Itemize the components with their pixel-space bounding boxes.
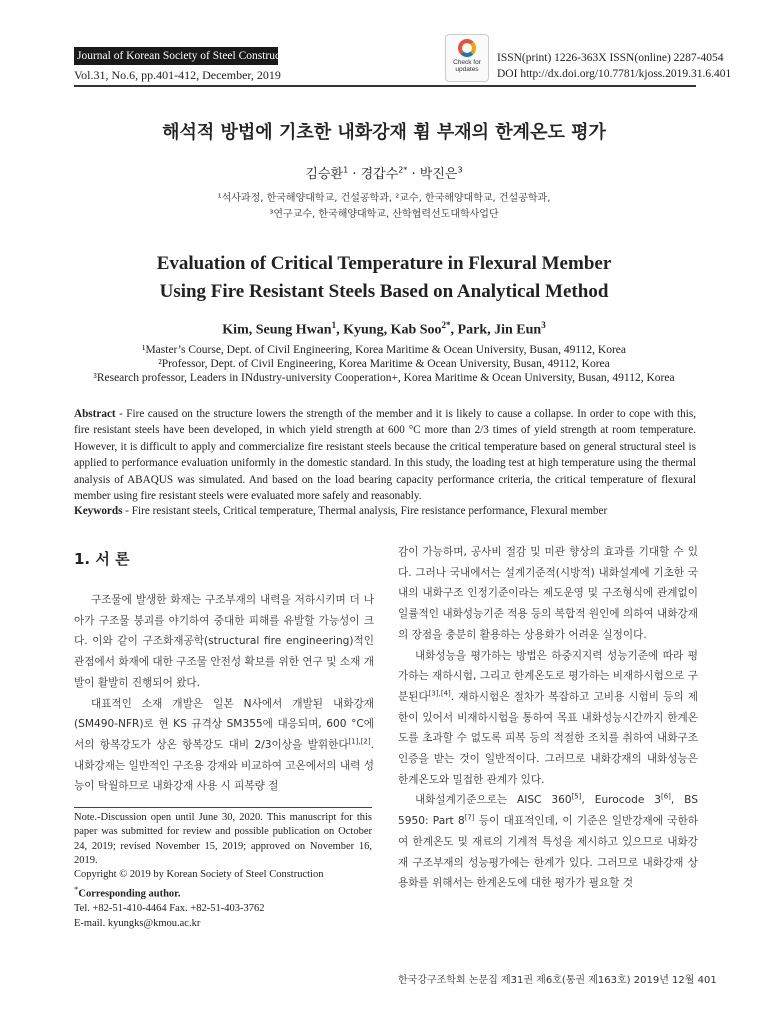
title-english-line-2: Using Fire Resistant Steels Based on Analytical Method [159,281,609,302]
author-sup: 3 [457,165,463,175]
keywords-label: Keywords [74,505,123,517]
paragraph: 구조물에 발생한 화재는 구조부재의 내력을 저하시키며 더 나아가 구조물 붕괴를 야기하여 중대한 피해를 유발할 가능성이 크다. 이와 같이 구조화재공학(structural fire engineering)적인 관점에서 화재에 대한 구조물 안전성 확보를 위한 연구 및 소재 개발이 활발히 진행되어 왔다. [74,594,374,689]
paragraph-text: 등이 대표적인데, 이 기준은 일반강재에 국한하여 한계온도 및 재료의 기계적 특성을 제시하고 있으므로 내화강재 구조부재의 성능평가에는 한계가 있다. 그러므로 내화강재 상용화를 위해서는 한계온도에 대한 평가가 필요할 것 [398,815,698,890]
author-sup: 1 [331,320,337,330]
paragraph [398,646,698,791]
paragraph: 감이 가능하며, 공사비 절감 및 미관 향상의 효과를 기대할 수 있다. 그러나 국내에서는 설계기준적(시방적) 내화설계에 기초한 국내의 내화구조 인정기준이라는 제도운영 및 구조형식에 관계없이 일률적인 내화성능기준 적용 등의 복합적 원인에 의하여 내화강재의 장점을 충분히 활용하는 상용화가 어려운 실정이다. [398,546,698,641]
footnote-email[interactable]: E-mail. kyungks@kmou.ac.kr [74,917,201,929]
paragraph-text: 대표적인 소재 개발은 일본 N사에서 개발된 내화강재(SM490-NFR)로 현 KS 규격상 SM355에 대응되며, 600 °C에서의 항복강도가 상온 항복강도 대비 2/3이상을 발휘한다 [74,697,374,751]
abstract-label: Abstract [74,408,116,420]
author-sup: 3 [541,320,546,330]
header-divider [74,85,696,87]
paragraph-text: 내화설계기준으로는 AISC 360 [414,794,572,807]
author-name: 박진은 [419,167,458,182]
journal-volume-line: Vol.31, No.6, pp.401-412, December, 2019 [74,68,281,82]
doi-link[interactable]: DOI http://dx.doi.org/10.7781/kjoss.2019.31.6.401 [497,68,732,80]
check-for-updates-badge[interactable] [445,34,489,82]
citation-ref[interactable]: [1],[2] [348,737,371,746]
abstract-text: - Fire caused on the structure lowers the strength of the member and it is likely to cause a collapse. In order to cope with this, fire resistant steels have been developed, in which yield strength at 600 °C more than 2/3 times of yield strength at room temperature. However, it is difficult to apply and commercialize fire resistant steels because the critical temperature based on general structural steel is applied to performance evaluation uniformly in the domestic standard. In this study, the loading test at high temperature using the thermal analysis of ABAQUS was simulated. And based on the load bearing capacity performance criteria, the critical temperature of flexural member using fire resistant steels were evaluated more safely and reasonably. [74,408,696,503]
affiliation-english-1: ¹Master’s Course, Dept. of Civil Engineering, Korea Maritime & Ocean University, Busan, 49112, Korea [142,344,626,356]
footnote-note: Note.-Discussion open until June 30, 2020. This manuscript for this paper was submitted for review and possible publication on October 24, 2019; revised November 15, 2019; approved on November 16, 2019. [74,812,372,866]
keywords [74,503,696,519]
paragraph-text: . 재하시험은 절차가 복잡하고 고비용 시험비 등의 제한이 있어서 비재하시험을 통하여 목표 내화성능시간까지 한계온도를 초과할 수 없도록 피복 등의 적절한 조치를 취하여 내화구조 인증을 받는 것이 일반적이다. 그러므로 내화강재의 내화성능은 한계온도와 밀접한 관계가 있다. [398,690,698,786]
paragraph [398,790,698,894]
paragraph [74,694,374,798]
footnote-corresponding [74,882,372,902]
author-name: 경갑수 [360,167,399,182]
author-sup: 2* [398,165,408,175]
body-column-left [74,590,374,797]
affiliation-english-2: ²Professor, Dept. of Civil Engineering, Korea Maritime & Ocean University, Busan, 49112, Korea [158,358,610,370]
author-sup: 2* [441,320,451,330]
paragraph-text: , BS 5950: Part 8 [398,794,698,828]
author-name: 김승환 [305,167,344,182]
keywords-text: - Fire resistant steels, Critical temperature, Thermal analysis, Fire resistance performance, Flexural member [122,505,608,517]
page-footer: 한국강구조학회 논문집 제31권 제6호(통권 제163호) 2019년 12월 401 [398,975,717,986]
footnote [74,811,372,931]
journal-name: Journal of Korean Society of Steel Construction [74,47,278,65]
paragraph-text: . 내화강재는 일반적인 구조용 강재와 비교하여 고온에서의 내력 성능이 탁월하므로 내화강재 사용 시 피복량 절 [74,738,374,793]
issn-line: ISSN(print) 1226-363X ISSN(online) 2287-4054 [497,52,724,64]
paragraph-text: , Eurocode 3 [581,794,661,807]
paragraph-text: 내화성능을 평가하는 방법은 하중지지력 성능기준에 따라 평가하는 재하시험, 그리고 한계온도로 평가하는 비재하시험으로 구분된다 [398,649,698,703]
section-heading: 1. 서 론 [74,550,130,568]
corresponding-label: Corresponding author. [78,888,181,900]
corresponding-mark: * [74,884,79,895]
title-english-line-1: Evaluation of Critical Temperature in Flexural Member [156,253,612,274]
check-updates-label: Check for updates [453,59,481,73]
footnote-tel: Tel. +82-51-410-4464 Fax. +82-51-403-3762 [74,903,265,915]
authors-korean: 김승환$^1$ · 경갑수$^{2*}$ · 박진은$^3$ [305,165,463,182]
title-korean: 해석적 방법에 기초한 내화강재 휨 부재의 한계온도 평가 [162,122,606,143]
citation-ref[interactable]: [7] [464,813,475,822]
footnote-copyright: Copyright © 2019 by Korean Society of Steel Construction [74,869,324,881]
footnote-divider [74,807,372,808]
affiliation-korean-2: ³연구교수, 한국해양대학교, 산학협력선도대학사업단 [269,209,499,220]
body-column-right [398,542,698,894]
author-name: Kyung, Kab Soo [343,322,442,338]
author-sup: 1 [343,165,349,175]
authors-english: Kim, Seung Hwan$^1$, Kyung, Kab Soo$^{2*}$, Park, Jin Eun$^3$ [222,320,546,338]
affiliation-english-3: ³Research professor, Leaders in INdustry-university Cooperation+, Korea Maritime & Ocean University, Busan, 49112, Korea [93,372,675,384]
author-name: Park, Jin Eun [457,322,542,338]
citation-ref[interactable]: [3],[4] [428,689,451,698]
author-name: Kim, Seung Hwan [222,322,332,338]
check-updates-icon [458,39,476,57]
abstract [74,406,696,504]
affiliation-korean-1: ¹석사과정, 한국해양대학교, 건설공학과, ²교수, 한국해양대학교, 건설공학과, [217,193,551,204]
citation-ref[interactable]: [6] [660,792,671,801]
citation-ref[interactable]: [5] [571,792,582,801]
